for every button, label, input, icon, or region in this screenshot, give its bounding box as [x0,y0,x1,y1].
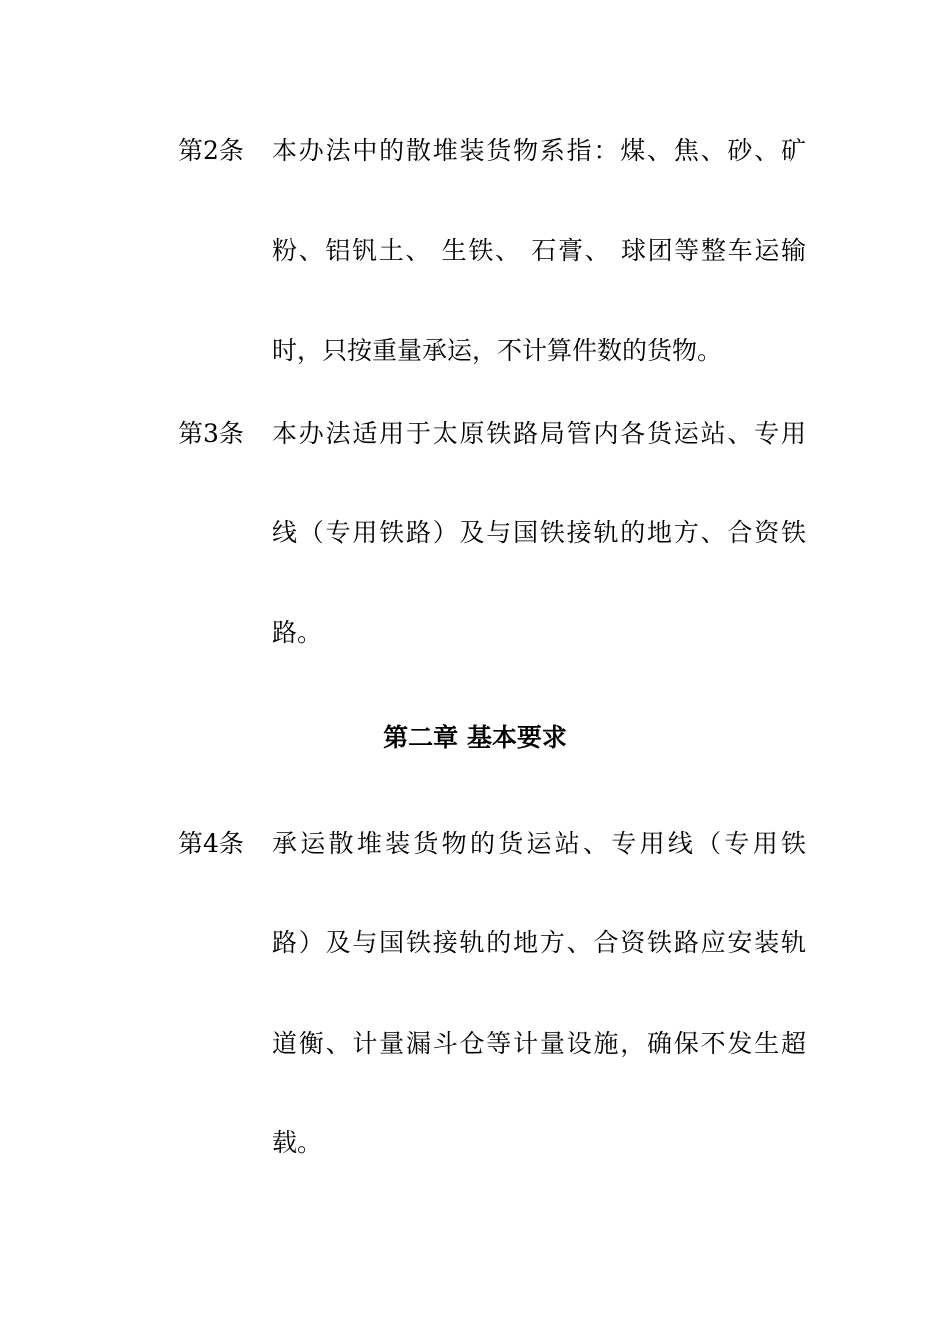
article-line: 时，只按重量承运，不计算件数的货物。 [272,336,723,365]
chapter-heading: 第二章 基本要求 [383,723,567,752]
article-line: 线（专用铁路）及与国铁接轨的地方、合资铁 [272,518,806,547]
article-label: 第3条 [178,419,244,448]
article-line: 承运散堆装货物的货运站、专用线（专用铁 [272,829,806,858]
article-line: 路）及与国铁接轨的地方、合资铁路应安装轨 [272,928,806,957]
article-label: 第4条 [178,829,244,858]
article-line: 本办法中的散堆装货物系指：煤、焦、砂、矿 [272,136,806,165]
article-label: 第2条 [178,136,244,165]
article-line: 路。 [272,618,323,647]
article-line: 载。 [272,1128,323,1157]
article-line: 道衡、计量漏斗仓等计量设施，确保不发生超 [272,1029,806,1058]
article-line: 粉、铝钒土、 生铁、 石膏、 球团等整车运输 [272,236,806,265]
article-line: 本办法适用于太原铁路局管内各货运站、专用 [272,419,806,448]
